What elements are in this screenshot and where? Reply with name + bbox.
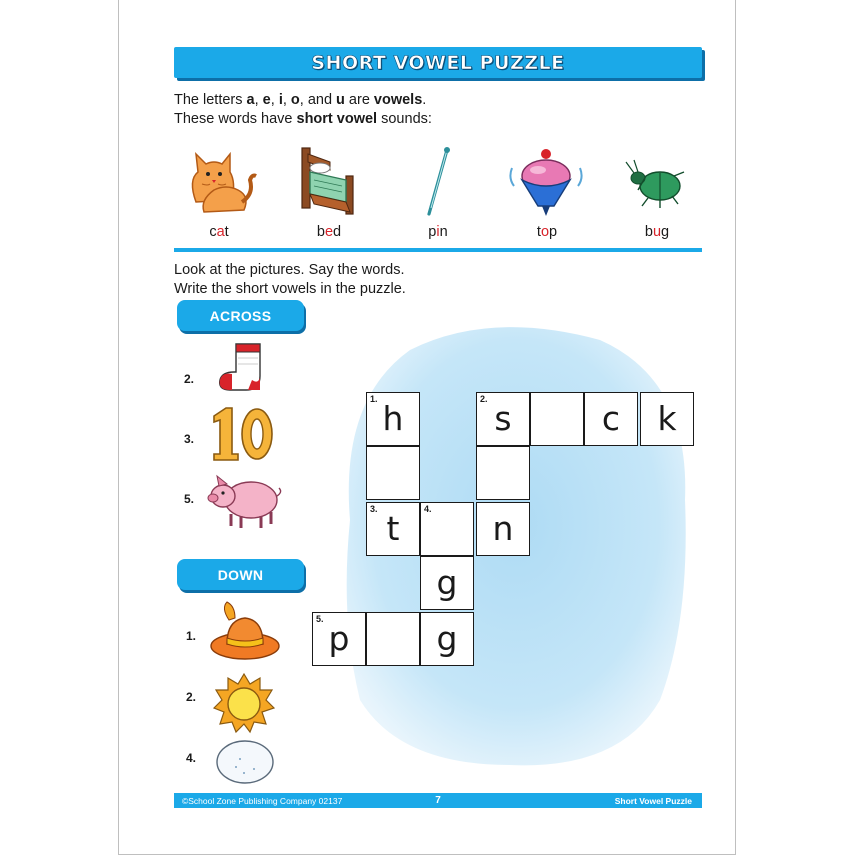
intro-line-2 bbox=[174, 110, 432, 129]
word-letter: d bbox=[333, 224, 342, 240]
top-icon bbox=[502, 140, 592, 220]
across-clue-number: 5. bbox=[184, 492, 195, 506]
word-letter: n bbox=[439, 224, 448, 240]
bed-icon bbox=[284, 140, 374, 220]
example-word-bed bbox=[284, 224, 374, 240]
instructions bbox=[174, 261, 406, 299]
word-letter: p bbox=[549, 224, 558, 240]
bug-icon bbox=[612, 140, 702, 220]
example-word-pin bbox=[393, 224, 483, 240]
title-banner bbox=[174, 47, 702, 78]
sun-icon bbox=[212, 672, 276, 734]
cell-number: 3. bbox=[370, 504, 378, 514]
cell-letter: k bbox=[657, 399, 677, 438]
intro-text-part: sounds: bbox=[377, 111, 432, 127]
cell-number: 4. bbox=[424, 504, 432, 514]
grid-cell[interactable] bbox=[366, 392, 420, 446]
cell-letter: g bbox=[436, 619, 458, 658]
word-letter: p bbox=[428, 224, 437, 240]
across-clue-number: 2. bbox=[184, 372, 195, 386]
section-divider bbox=[174, 248, 702, 252]
grid-cell[interactable] bbox=[584, 392, 638, 446]
cell-number: 2. bbox=[480, 394, 488, 404]
intro-line-1 bbox=[174, 91, 432, 110]
cell-number: 5. bbox=[316, 614, 324, 624]
hat-icon bbox=[205, 598, 283, 664]
intro-text-part: . bbox=[422, 92, 427, 108]
down-clue-number: 4. bbox=[186, 751, 197, 765]
word-letter: b bbox=[644, 224, 653, 240]
word-vowel: u bbox=[652, 224, 662, 240]
word-letter: g bbox=[661, 224, 670, 240]
word-letter: c bbox=[209, 224, 217, 240]
grid-cell[interactable] bbox=[312, 612, 366, 666]
grid-cell[interactable] bbox=[366, 446, 420, 500]
instruction-line-2: Write the short vowels in the puzzle. bbox=[174, 281, 406, 297]
intro-text-part: , bbox=[254, 92, 263, 108]
cell-letter: g bbox=[436, 563, 458, 602]
pig-icon bbox=[205, 470, 285, 530]
word-letter: t bbox=[536, 224, 541, 240]
pin-icon bbox=[393, 140, 483, 220]
instruction-line-1: Look at the pictures. Say the words. bbox=[174, 262, 405, 278]
example-words bbox=[174, 140, 702, 248]
intro-text-part: , bbox=[282, 92, 291, 108]
footer-title: Short Vowel Puzzle bbox=[614, 795, 692, 806]
example-pin bbox=[393, 140, 483, 240]
example-cat bbox=[174, 140, 264, 240]
down-clue-number: 1. bbox=[186, 629, 197, 643]
cat-icon bbox=[174, 140, 264, 220]
example-word-bug bbox=[612, 224, 702, 240]
footer-bar bbox=[174, 793, 702, 808]
cell-letter: t bbox=[386, 509, 400, 548]
grid-cell[interactable] bbox=[420, 502, 474, 556]
intro-text-part: , bbox=[270, 92, 279, 108]
vowel-u: u bbox=[336, 92, 345, 108]
cell-number: 1. bbox=[370, 394, 378, 404]
grid-cell[interactable] bbox=[476, 502, 530, 556]
grid-cell[interactable] bbox=[476, 446, 530, 500]
page-number: 7 bbox=[435, 795, 441, 806]
sock-icon bbox=[212, 338, 274, 396]
grid-cell[interactable] bbox=[366, 612, 420, 666]
intro-text-part: These words have bbox=[174, 111, 297, 127]
grid-cell[interactable] bbox=[366, 502, 420, 556]
vowel-i: i bbox=[278, 92, 283, 108]
example-bed bbox=[284, 140, 374, 240]
page-title: SHORT VOWEL PUZZLE bbox=[311, 51, 565, 74]
vowel-o: o bbox=[290, 92, 300, 108]
ten-icon bbox=[208, 402, 276, 462]
cell-letter: h bbox=[382, 399, 404, 438]
intro-text-part: , and bbox=[299, 92, 337, 108]
grid-cell[interactable] bbox=[476, 392, 530, 446]
cell-letter: p bbox=[328, 619, 350, 658]
intro-text-part: are bbox=[344, 92, 374, 108]
grid-cell[interactable] bbox=[420, 612, 474, 666]
down-clue-number: 2. bbox=[186, 690, 197, 704]
grid-cell[interactable] bbox=[420, 556, 474, 610]
example-word-top bbox=[502, 224, 592, 240]
vowel-e: e bbox=[262, 92, 271, 108]
intro-text-part: The letters bbox=[174, 92, 247, 108]
across-clue-number: 3. bbox=[184, 432, 195, 446]
word-vowel: o bbox=[540, 224, 550, 240]
grid-cell[interactable] bbox=[530, 392, 584, 446]
intro-text bbox=[174, 91, 432, 129]
intro-bold-vowels: vowels bbox=[373, 92, 423, 108]
egg-icon bbox=[214, 737, 276, 787]
cell-letter: c bbox=[601, 399, 621, 438]
word-vowel: a bbox=[216, 224, 225, 240]
intro-bold-short-vowel: short vowel bbox=[296, 111, 378, 127]
example-top bbox=[502, 140, 592, 240]
grid-cell[interactable] bbox=[640, 392, 694, 446]
word-vowel: e bbox=[324, 224, 334, 240]
example-word-cat bbox=[174, 224, 264, 240]
word-letter: b bbox=[316, 224, 325, 240]
cell-letter: n bbox=[492, 509, 514, 548]
across-label: ACROSS bbox=[177, 300, 304, 331]
down-label: DOWN bbox=[177, 559, 304, 590]
vowel-a: a bbox=[246, 92, 255, 108]
footer-copyright: ©School Zone Publishing Company 02137 bbox=[182, 795, 343, 806]
word-vowel: i bbox=[436, 224, 440, 240]
cell-letter: s bbox=[494, 399, 512, 438]
word-letter: t bbox=[224, 224, 229, 240]
example-bug bbox=[612, 140, 702, 240]
